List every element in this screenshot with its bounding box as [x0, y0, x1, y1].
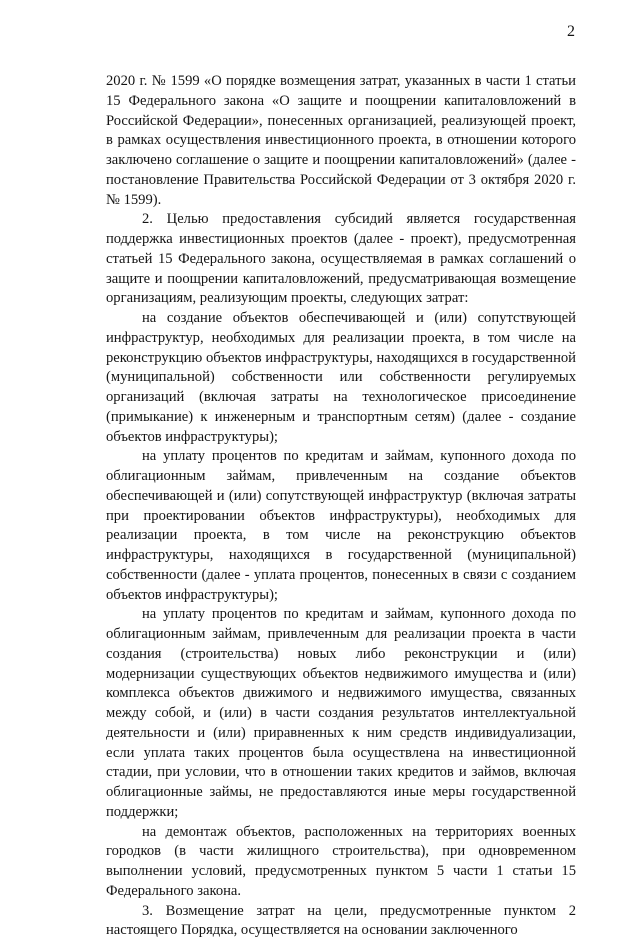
paragraph-item-3: 3. Возмещение затрат на цели, предусмотренные пунктом 2 настоящего Порядка, осуществляется на основании заключенного — [106, 902, 576, 941]
paragraph-infrastructure-creation: на создание объектов обеспечивающей и (или) сопутствующей инфраструктур, необходимых для реализации проекта, в том числе на реконструкцию объектов инфраструктуры, находящихся в государственной (муниципальной) собственности или собственности регулируемых организаций (включая затраты на технологическое присоединение (примыкание) к инженерным и транспортным сетям) (далее - создание объектов инфраструктуры); — [106, 309, 576, 447]
paragraph-continuation: 2020 г. № 1599 «О порядке возмещения затрат, указанных в части 1 статьи 15 Федерального закона «О защите и поощрении капиталовложений в Российской Федерации», понесенных организацией, реализующей проект, в рамках осуществления инвестиционного проекта, в отношении которого заключено соглашение о защите и поощрении капиталовложений» (далее - постановление Правительства Российской Федерации от 3 октября 2020 г. № 1599). — [106, 72, 576, 210]
paragraph-project-interest: на уплату процентов по кредитам и займам, купонного дохода по облигационным займам, привлеченным для реализации проекта в части создания (строительства) новых либо реконструкции и (или) модернизации существующих объектов недвижимого имущества и (или) комплекса объектов движимого и недвижимого имущества, связанных между собой, и (или) в части создания результатов интеллектуальной деятельности и (или) приравненных к ним средств индивидуализации, если уплата таких процентов была осуществлена на инвестиционной стадии, при условии, что в отношении таких кредитов и займов, включая облигационные займы, не предоставляются иные меры государственной поддержки; — [106, 605, 576, 822]
paragraph-demolition: на демонтаж объектов, расположенных на территориях военных городков (в части жилищного строительства), при одновременном выполнении условий, предусмотренных пунктом 5 части 1 статьи 15 Федерального закона. — [106, 823, 576, 902]
paragraph-item-2: 2. Целью предоставления субсидий является государственная поддержка инвестиционных проектов (далее - проект), предусмотренная статьей 15 Федерального закона, осуществляемая в рамках соглашений о защите и поощрении капиталовложений, предусматривающая возмещение организациям, реализующим проекты, следующих затрат: — [106, 210, 576, 309]
page-number: 2 — [567, 22, 575, 42]
document-body — [106, 72, 576, 941]
paragraph-infrastructure-interest: на уплату процентов по кредитам и займам, купонного дохода по облигационным займам, привлеченным на создание объектов обеспечивающей и (или) сопутствующей инфраструктур (включая затраты при проектировании объектов инфраструктуры), необходимых для реализации проекта, в том числе на реконструкцию объектов инфраструктуры, находящихся в государственной (муниципальной) собственности (далее - уплата процентов, понесенных в связи с созданием объектов инфраструктуры); — [106, 447, 576, 605]
